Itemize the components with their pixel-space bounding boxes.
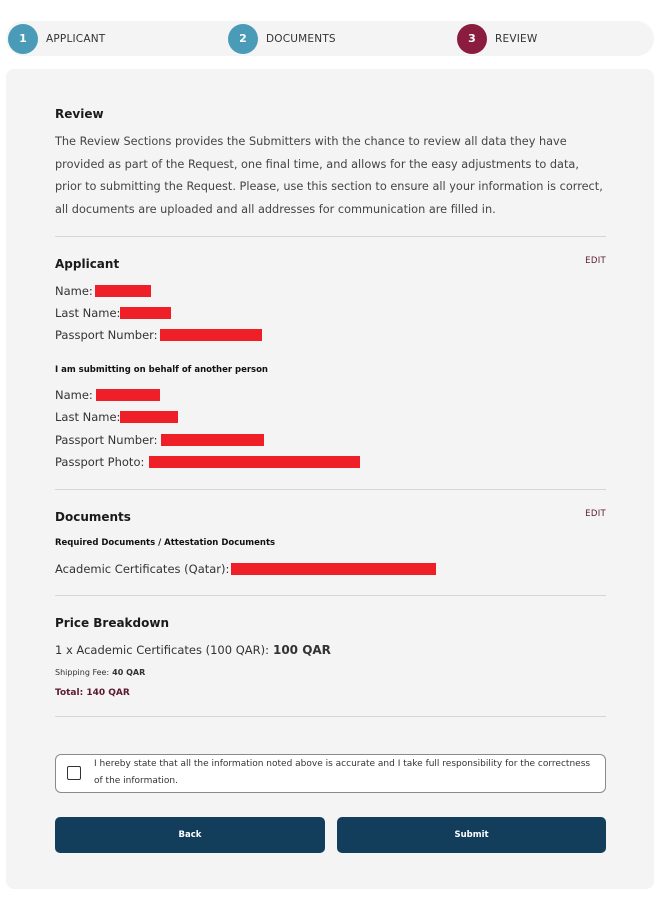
redacted-value bbox=[161, 434, 264, 446]
documents-section-title: Documents bbox=[55, 510, 131, 524]
declaration-checkbox[interactable] bbox=[67, 766, 81, 780]
redacted-value bbox=[95, 285, 151, 297]
step-applicant[interactable] bbox=[8, 22, 105, 55]
submit-button[interactable]: Submit bbox=[337, 817, 606, 853]
applicant-last-name-row bbox=[55, 306, 171, 320]
declaration-box[interactable] bbox=[55, 754, 606, 793]
redacted-value bbox=[231, 563, 436, 575]
redacted-value bbox=[160, 329, 262, 341]
price-line bbox=[55, 643, 331, 657]
divider bbox=[55, 716, 606, 717]
applicant-passport-row bbox=[55, 328, 262, 342]
review-title: Review bbox=[55, 107, 104, 121]
applicant-section-title: Applicant bbox=[55, 257, 120, 271]
documents-edit-link[interactable]: EDIT bbox=[585, 509, 606, 519]
divider bbox=[55, 236, 606, 237]
other-last-name-row bbox=[55, 410, 178, 424]
total-label: Total: 140 QAR bbox=[55, 688, 130, 698]
review-card bbox=[6, 69, 654, 889]
shipping-fee-row bbox=[55, 668, 145, 677]
back-button[interactable]: Back bbox=[55, 817, 325, 853]
shipping-fee-value: 40 QAR bbox=[112, 668, 146, 677]
other-passport-label: Passport Number: bbox=[55, 433, 158, 447]
applicant-passport-label: Passport Number: bbox=[55, 328, 158, 342]
total-row bbox=[55, 688, 130, 698]
step-label-review: REVIEW bbox=[495, 32, 538, 45]
review-description: The Review Sections provides the Submitters with the chance to review all data they have provided as part of the Request, one final time, and allows for the easy adjustments to data, prior to submitting the Request. Please, use this section to ensure all your information is correct, all documents are uploaded and all addresses for communication are filled in. bbox=[55, 135, 603, 216]
divider bbox=[55, 595, 606, 596]
step-number-2: 2 bbox=[228, 24, 258, 54]
divider bbox=[55, 489, 606, 490]
price-line-value: 100 QAR bbox=[272, 643, 331, 657]
step-review[interactable] bbox=[457, 22, 537, 55]
other-last-name-label: Last Name: bbox=[55, 410, 121, 424]
applicant-last-name-label: Last Name: bbox=[55, 306, 121, 320]
other-name-row bbox=[55, 388, 160, 402]
price-line-label: 1 x Academic Certificates (100 QAR): bbox=[55, 643, 269, 657]
step-number-1: 1 bbox=[8, 24, 38, 54]
passport-photo-label: Passport Photo: bbox=[55, 455, 145, 469]
redacted-value bbox=[120, 307, 171, 319]
certificates-row bbox=[55, 562, 436, 576]
behalf-subtitle: I am submitting on behalf of another person bbox=[55, 365, 268, 375]
other-name-label: Name: bbox=[55, 388, 93, 402]
shipping-fee-label: Shipping Fee: bbox=[55, 668, 110, 677]
step-documents[interactable] bbox=[228, 22, 336, 55]
redacted-value bbox=[120, 411, 178, 423]
certificates-label: Academic Certificates (Qatar): bbox=[55, 562, 230, 576]
applicant-name-row bbox=[55, 284, 151, 298]
step-label-documents: DOCUMENTS bbox=[266, 32, 336, 45]
other-passport-row bbox=[55, 433, 264, 447]
passport-photo-row bbox=[55, 455, 360, 469]
applicant-name-label: Name: bbox=[55, 284, 93, 298]
redacted-value bbox=[96, 389, 160, 401]
redacted-value bbox=[149, 456, 360, 468]
applicant-edit-link[interactable]: EDIT bbox=[585, 256, 606, 266]
step-label-applicant: APPLICANT bbox=[46, 32, 106, 45]
step-number-3: 3 bbox=[457, 24, 487, 54]
declaration-text: I hereby state that all the information noted above is accurate and I take full responsibility for the correctness of the information. bbox=[94, 759, 591, 786]
price-section-title: Price Breakdown bbox=[55, 616, 169, 630]
documents-subtitle: Required Documents / Attestation Documents bbox=[55, 538, 276, 548]
progress-stepper bbox=[6, 21, 654, 56]
